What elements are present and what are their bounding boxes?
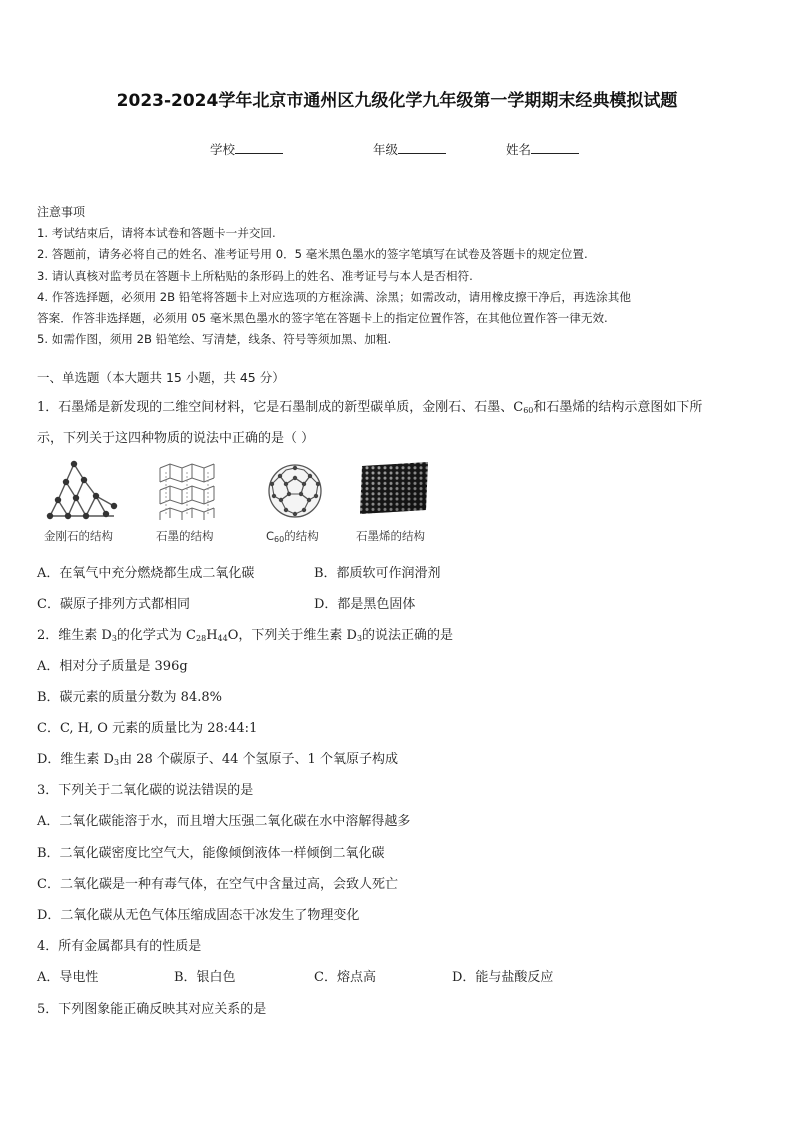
graphene-structure-image [358, 460, 430, 516]
q1-stem-line1: 1．石墨烯是新发现的二维空间材料，它是石墨制成的新型碳单质，金刚石、石墨、$C_{60}$和石墨烯的结构示意图如下所 [37, 400, 703, 415]
graphite-caption: 石墨的结构 [156, 529, 214, 543]
q4-stem: 4．所有金属都具有的性质是 [37, 939, 202, 954]
diamond-caption: 金刚石的结构 [44, 529, 113, 543]
q1-stem-line2: 示，下列关于这四种物质的说法中正确的是（ ） [37, 431, 315, 446]
note-line: 1. 考试结束后，请将本试卷和答题卡一并交回. [37, 226, 276, 241]
q5-stem: 5．下列图象能正确反映其对应关系的是 [37, 1002, 267, 1017]
student-info-row [0, 140, 794, 160]
note-line: 3. 请认真核对监考员在答题卡上所粘贴的条形码上的姓名、准考证号与本人是否相符. [37, 268, 473, 283]
q4-option-a: A．导电性 [37, 970, 99, 985]
q2-option-a: A．相对分子质量是 396g [37, 659, 188, 674]
name-field [506, 140, 579, 158]
q4-option-b: B．银白色 [174, 970, 236, 985]
graphite-structure-image [156, 460, 218, 522]
school-field [210, 140, 283, 158]
name-label: 姓名 [506, 142, 532, 157]
section-title: 一、单选题（本大题共 15 小题，共 45 分） [37, 370, 285, 385]
name-blank [531, 141, 579, 154]
q1-option-c: C．碳原子排列方式都相同 [37, 597, 190, 612]
school-blank [235, 141, 283, 154]
note-line: 2. 答题前，请务必将自己的姓名、准考证号用 0．5 毫米黑色墨水的签字笔填写在试卷及答题卡的规定位置. [37, 247, 588, 262]
exam-title: 2023-2024学年北京市通州区九级化学九年级第一学期期末经典模拟试题 [116, 91, 678, 111]
q3-option-a: A．二氧化碳能溶于水，而且增大压强二氧化碳在水中溶解得越多 [37, 814, 411, 829]
c60-caption: $C_{60}$的结构 [266, 529, 319, 544]
q1-option-d: D．都是黑色固体 [314, 597, 416, 612]
q2-option-b: B．碳元素的质量分数为 84.8% [37, 690, 222, 705]
q3-option-c: C．二氧化碳是一种有毒气体，在空气中含量过高，会致人死亡 [37, 877, 398, 892]
q3-option-d: D．二氧化碳从无色气体压缩成固态干冰发生了物理变化 [37, 908, 360, 923]
grade-label: 年级 [373, 142, 399, 157]
q1-option-a: A．在氧气中充分燃烧都生成二氧化碳 [37, 566, 255, 581]
c60-structure-image [266, 460, 324, 522]
q1-option-b: B．都质软可作润滑剂 [314, 566, 441, 581]
note-line: 答案．作答非选择题，必须用 05 毫米黑色墨水的签字笔在答题卡上的指定位置作答，在其他位置作答一律无效. [37, 311, 608, 326]
q2-option-d: D．维生素 $D_3$由 28 个碳原子、44 个氢原子、1 个氧原子构成 [37, 752, 398, 767]
notes-heading: 注意事项 [37, 205, 86, 219]
q3-stem: 3．下列关于二氧化碳的说法错误的是 [37, 783, 254, 798]
grade-blank [398, 141, 446, 154]
notes-block [37, 202, 759, 350]
q4-option-d: D．能与盐酸反应 [452, 970, 554, 985]
q2-option-c: C．C, H, O 元素的质量比为 28:44:1 [37, 721, 258, 736]
note-line: 5. 如需作图，须用 2B 铅笔绘、写清楚，线条、符号等须加黑、加粗. [37, 332, 392, 347]
q2-stem: 2．维生素 $D_3$的化学式为 $C_{28}H_{44}O$，下列关于维生素 $D_3$的说法正确的是 [37, 628, 454, 643]
school-label: 学校 [210, 142, 236, 157]
q4-option-c: C．熔点高 [314, 970, 376, 985]
grade-field [373, 140, 446, 158]
note-line: 4. 作答选择题，必须用 2B 铅笔将答题卡上对应选项的方框涂满、涂黑；如需改动，请用橡皮擦干净后，再选涂其他 [37, 289, 631, 304]
diamond-structure-image [44, 460, 120, 522]
q3-option-b: B．二氧化碳密度比空气大，能像倾倒液体一样倾倒二氧化碳 [37, 846, 385, 861]
graphene-caption: 石墨烯的结构 [356, 529, 425, 543]
